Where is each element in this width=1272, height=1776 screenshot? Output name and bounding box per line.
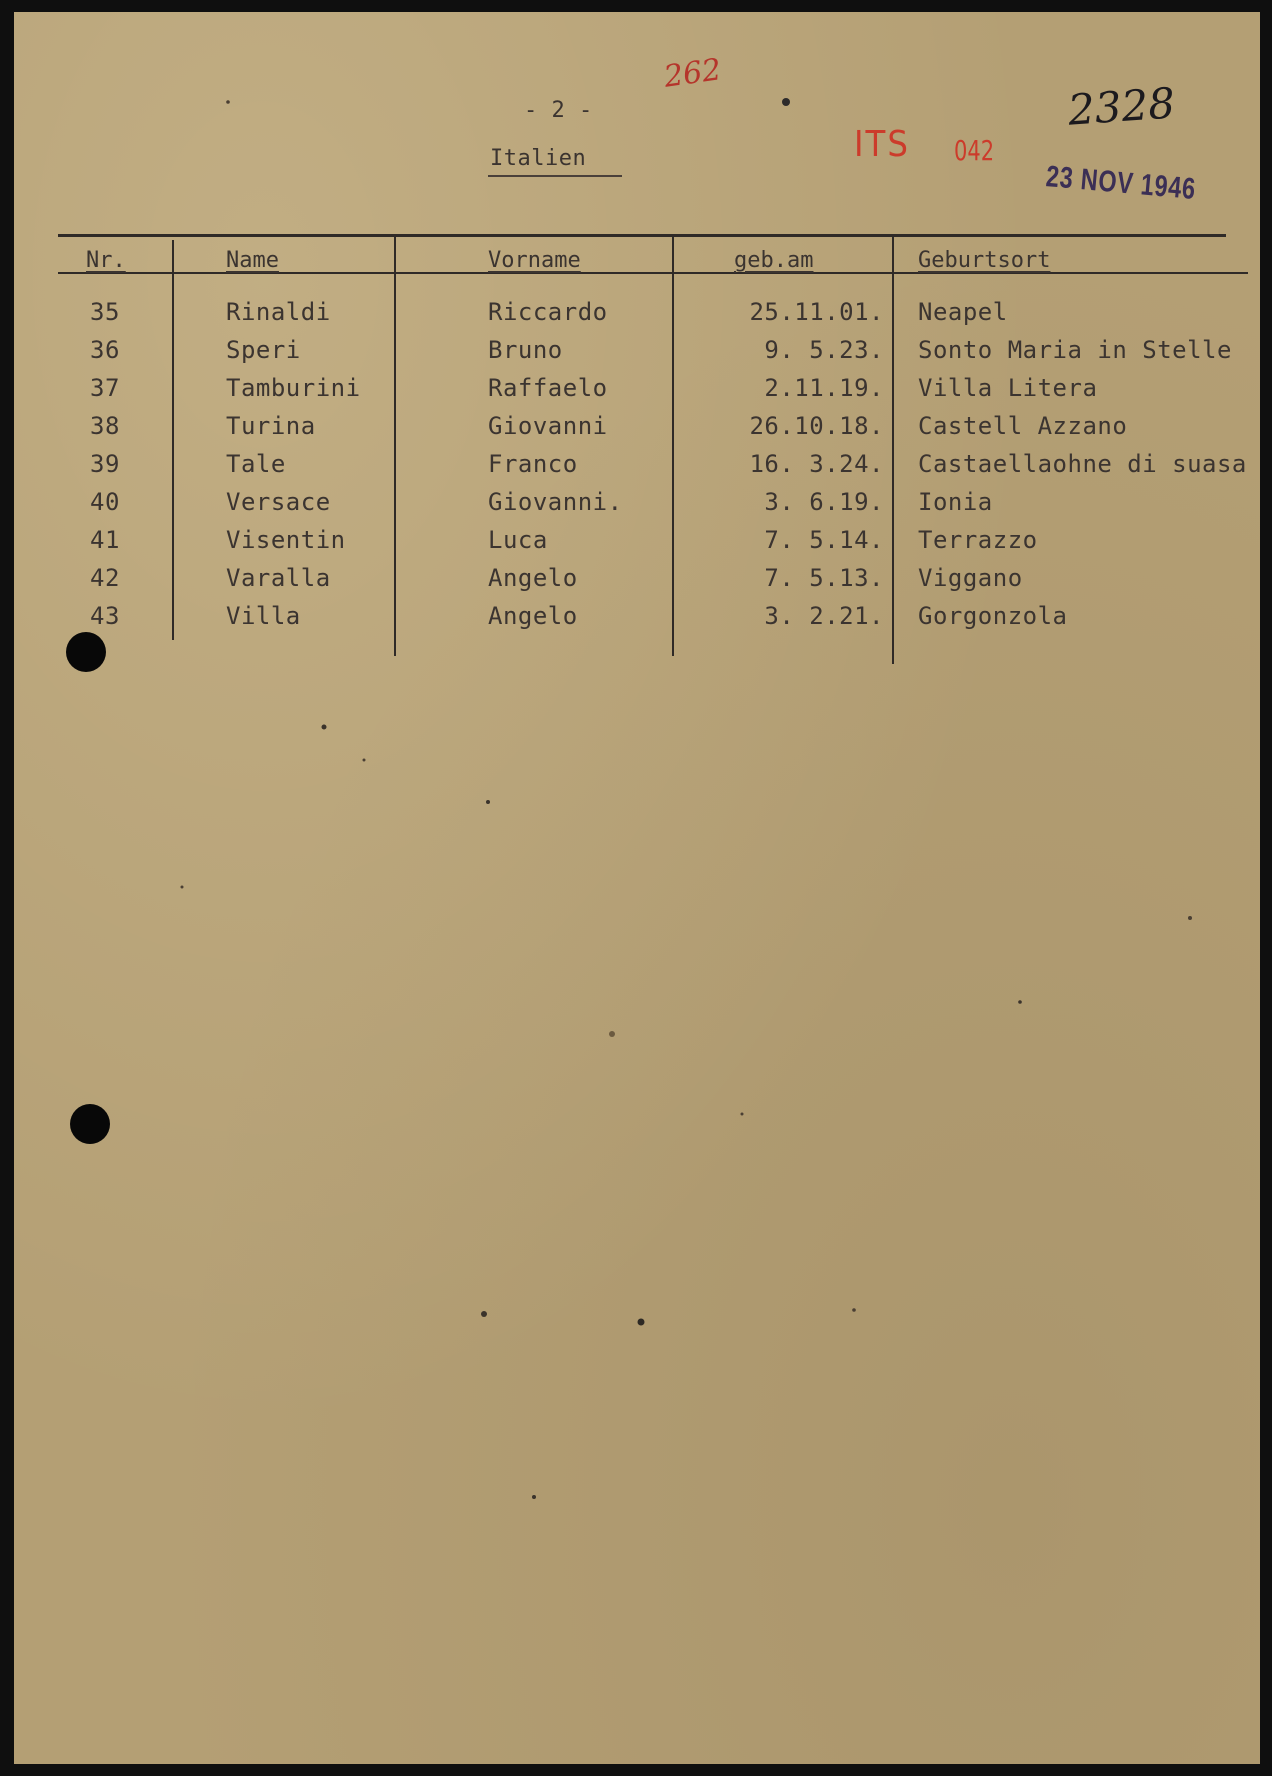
paper-specks [14,12,1260,1764]
cell-nr: 35 [90,298,120,326]
cell-name: Turina [226,412,316,440]
cell-vorname: Giovanni. [488,488,623,516]
cell-vorname: Franco [488,450,578,478]
cell-geb-am: 3. 6.19. [764,488,884,516]
cell-nr: 38 [90,412,120,440]
cell-vorname: Angelo [488,564,578,592]
cell-geburtsort: Neapel [918,298,1008,326]
cell-geburtsort: Castaellaohne di suasa [918,450,1247,478]
cell-vorname: Angelo [488,602,578,630]
cell-nr: 39 [90,450,120,478]
cell-nr: 42 [90,564,120,592]
page-number: - 2 - [524,98,593,123]
red-handwritten-number: 262 [661,52,724,95]
handwritten-number: 2328 [1066,78,1177,135]
cell-name: Villa [226,602,301,630]
date-stamp: 23 NOV 1946 [1044,160,1198,207]
cell-nr: 41 [90,526,120,554]
cell-vorname: Bruno [488,336,563,364]
cell-geburtsort: Viggano [918,564,1023,592]
cell-vorname: Giovanni [488,412,608,440]
cell-geb-am: 7. 5.14. [764,526,884,554]
cell-geb-am: 3. 2.21. [764,602,884,630]
cell-vorname: Luca [488,526,548,554]
cell-geb-am: 2.11.19. [764,374,884,402]
document-page [14,12,1260,1764]
cell-nr: 36 [90,336,120,364]
cell-name: Versace [226,488,331,516]
cell-geburtsort: Terrazzo [918,526,1038,554]
header-vorname: Vorname [488,248,581,273]
cell-geb-am: 16. 3.24. [749,450,884,478]
header-name: Name [226,248,279,273]
cell-vorname: Riccardo [488,298,608,326]
cell-name: Varalla [226,564,331,592]
cell-name: Tamburini [226,374,361,402]
country-heading: Italien [490,146,587,171]
header-geburtsort: Geburtsort [918,248,1051,273]
header-nr: Nr. [86,248,126,273]
cell-nr: 37 [90,374,120,402]
header-geb-am: geb.am [734,248,814,273]
cell-name: Tale [226,450,286,478]
cell-geburtsort: Castell Azzano [918,412,1128,440]
cell-geburtsort: Gorgonzola [918,602,1068,630]
cell-geb-am: 9. 5.23. [764,336,884,364]
cell-nr: 40 [90,488,120,516]
cell-geb-am: 26.10.18. [749,412,884,440]
its-stamp-number: 042 [954,134,995,167]
its-stamp: ITS [854,124,910,165]
cell-geburtsort: Villa Litera [918,374,1098,402]
cell-name: Visentin [226,526,346,554]
cell-name: Rinaldi [226,298,331,326]
cell-geburtsort: Ionia [918,488,993,516]
cell-geb-am: 25.11.01. [749,298,884,326]
cell-name: Speri [226,336,301,364]
cell-vorname: Raffaelo [488,374,608,402]
cell-geb-am: 7. 5.13. [764,564,884,592]
cell-nr: 43 [90,602,120,630]
cell-geburtsort: Sonto Maria in Stelle [918,336,1232,364]
